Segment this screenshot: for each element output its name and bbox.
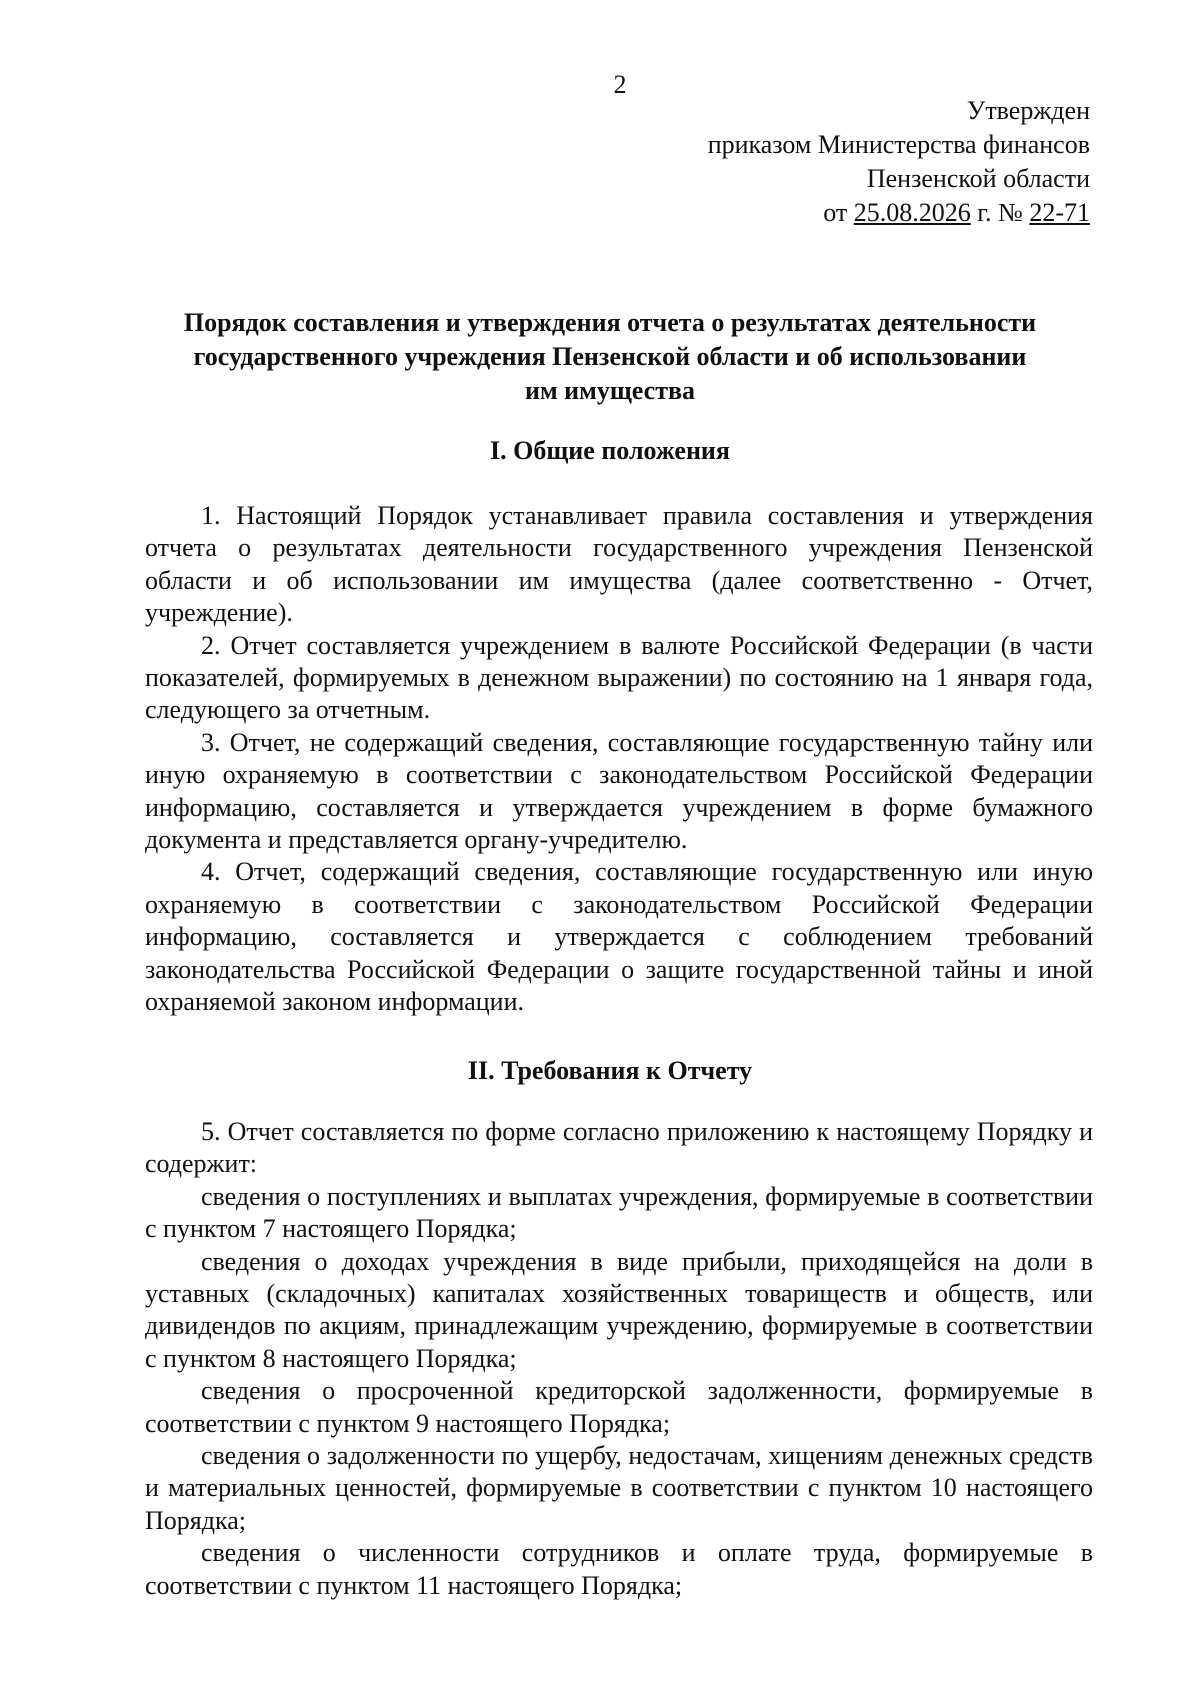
document-title-line: Порядок составления и утверждения отчета о результатах деятельности [183,308,1037,337]
paragraph: 4. Отчет, содержащий сведения, составляющие государственную или иную охраняемую в соответствии с законодательством Российской Федерации информацию, составляется и утверждается с соблюдением требований законодательства Российской Федерации о защите государственной тайны и иной охраняемой законом информации. [145,857,1093,1017]
document-title [130,306,1090,408]
paragraph: сведения о задолженности по ущербу, недостачам, хищениям денежных средств и материальных ценностей, формируемые в соответствии с пунктом 10 настоящего Порядка; [145,1441,1093,1535]
page-number: 2 [613,70,627,99]
paragraph: 2. Отчет составляется учреждением в валюте Российской Федерации (в части показателей, формируемых в денежном выражении) по состоянию на 1 января года, следующего за отчетным. [145,630,1093,725]
approval-line: Пензенской области [866,164,1090,193]
section-heading: I. Общие положения [490,436,730,465]
paragraph: сведения о поступлениях и выплатах учреждения, формируемые в соответствии с пунктом 7 настоящего Порядка; [145,1181,1093,1244]
section-heading: II. Требования к Отчету [467,1056,753,1085]
paragraph: 5. Отчет составляется по форме согласно приложению к настоящему Порядку и содержит: [145,1117,1093,1179]
approval-date-suffix: г. № [970,198,1030,227]
approval-date: 25.08.2026 [853,198,971,227]
paragraph: сведения о доходах учреждения в виде прибыли, приходящейся на доли в уставных (складочных) капиталах хозяйственных товариществ и обществ, или дивидендов по акциям, принадлежащим учреждению, формируемые в соответствии с пунктом 8 настоящего Порядка; [145,1246,1093,1373]
approval-stamp [490,94,1090,230]
approval-line: Утвержден [966,96,1090,125]
approval-date-line [490,196,1090,230]
section-body [145,1116,1093,1602]
paragraph: сведения о просроченной кредиторской задолженности, формируемые в соответствии с пунктом 9 настоящего Порядка; [145,1376,1093,1438]
paragraph: сведения о численности сотрудников и оплате труда, формируемые в соответствии с пунктом 11 настоящего Порядка; [145,1538,1093,1600]
document-title-line: государственного учреждения Пензенской области и об использовании [193,342,1027,371]
document-title-line: им имущества [524,376,696,405]
paragraph: 1. Настоящий Порядок устанавливает правила составления и утверждения отчета о результатах деятельности государственного учреждения Пензенской области и об использовании им имущества (далее соответственно - Отчет, учреждение). [145,501,1093,628]
section-body [145,500,1093,1019]
approval-date-prefix: от [823,198,854,227]
approval-line: приказом Министерства финансов [707,130,1090,159]
approval-number: 22-71 [1029,198,1090,227]
paragraph: 3. Отчет, не содержащий сведения, составляющие государственную тайну или иную охраняемую в соответствии с законодательством Российской Федерации информацию, составляется и утверждается учреждением в форме бумажного документа и представляется органу-учредителю. [145,727,1093,855]
